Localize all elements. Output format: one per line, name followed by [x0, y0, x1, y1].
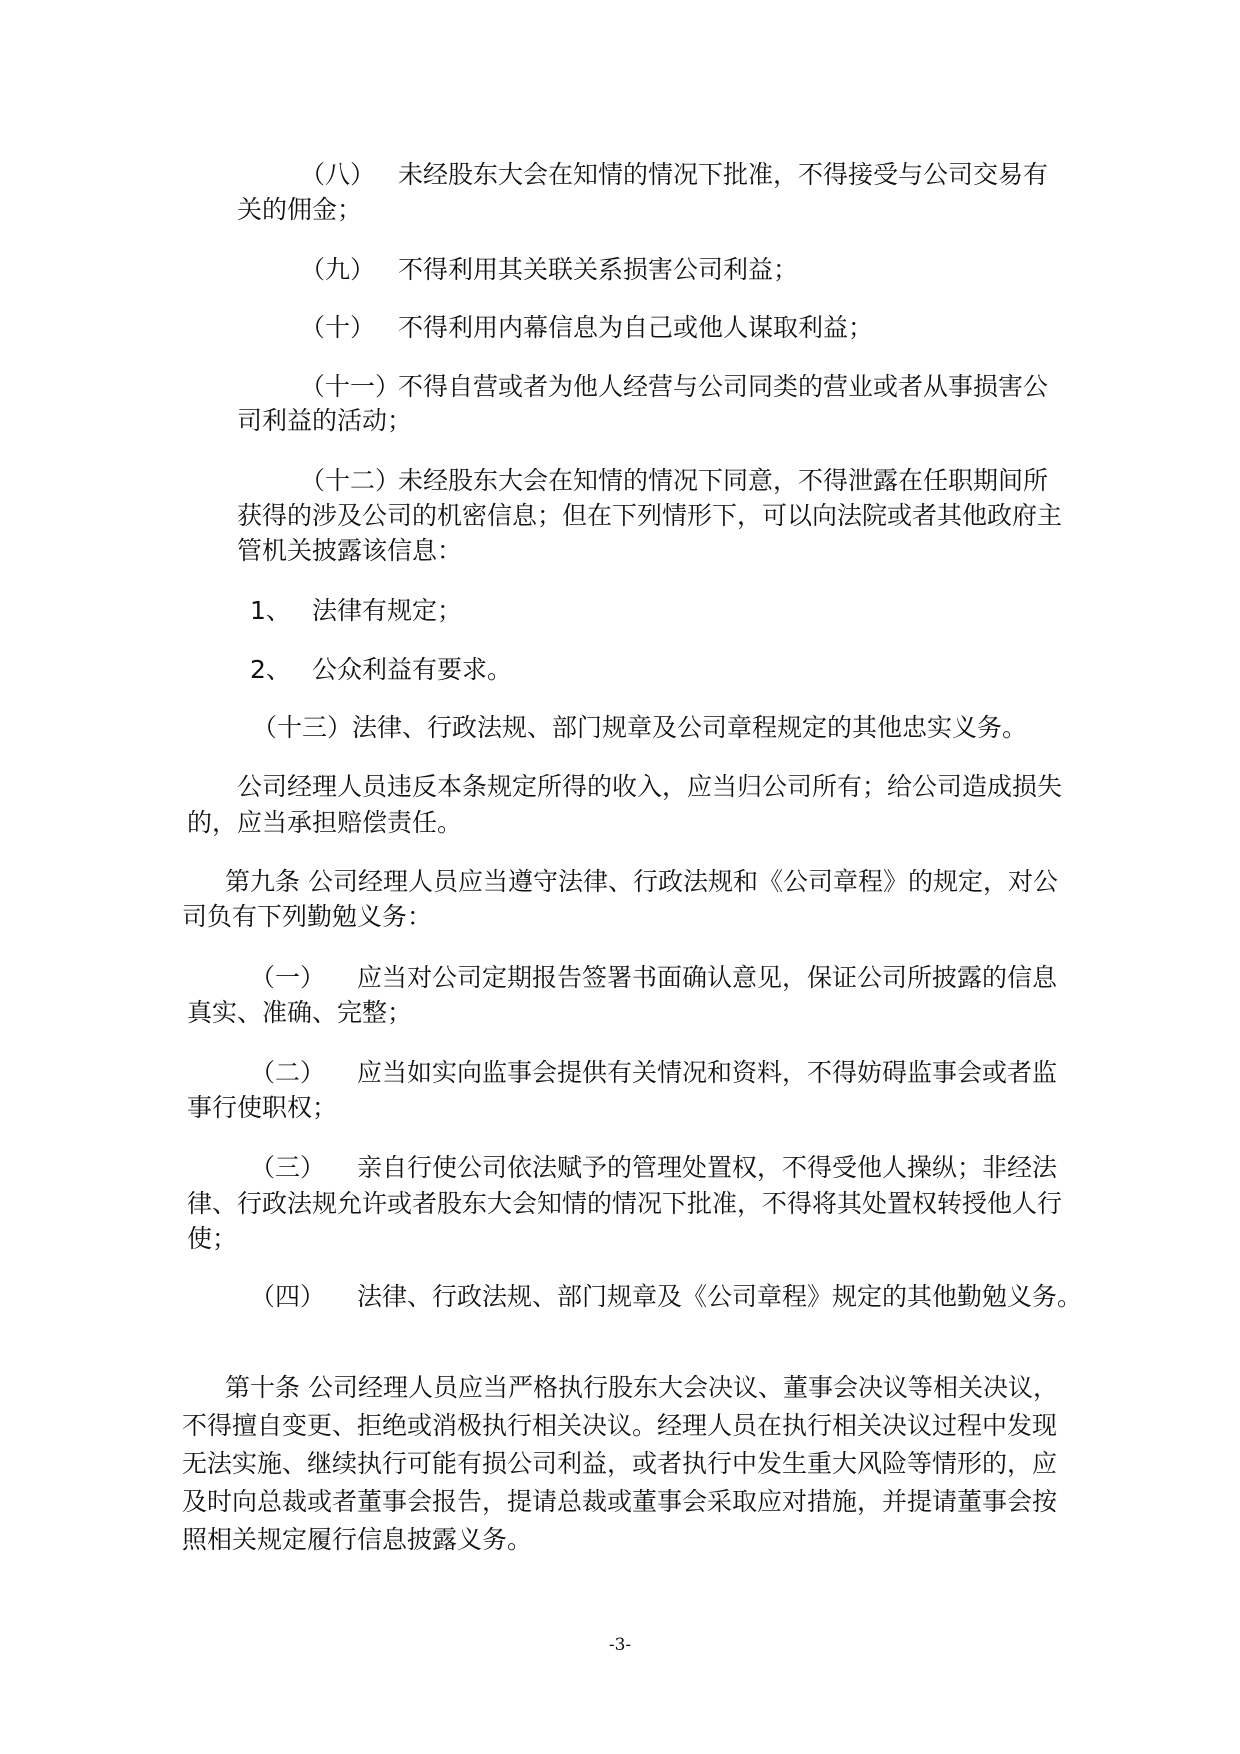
- item-8-text: 未经股东大会在知情的情况下批准，不得接受与公司交易有: [398, 160, 1049, 189]
- diligence-4-marker: （四）: [250, 1282, 326, 1311]
- liability-paragraph: 公司经理人员违反本条规定所得的收入，应当归公司所有；给公司造成损失: [237, 772, 1063, 801]
- item-10-text: 不得利用内幕信息为自己或他人谋取利益；: [398, 313, 874, 342]
- diligence-1-text: 应当对公司定期报告签署书面确认意见，保证公司所披露的信息: [357, 963, 1058, 992]
- subitem-2-text: 公众利益有要求。: [312, 655, 513, 684]
- item-11-marker: （十一）: [300, 372, 401, 401]
- item-12-text: 未经股东大会在知情的情况下同意，不得泄露在任职期间所: [398, 466, 1049, 495]
- diligence-1-text: 真实、准确、完整；: [187, 998, 413, 1027]
- item-8-marker: （八）: [300, 160, 376, 189]
- article-10: 第十条 公司经理人员应当严格执行股东大会决议、董事会决议等相关决议，: [225, 1373, 1058, 1402]
- subitem-1-text: 法律有规定；: [312, 596, 463, 625]
- diligence-4-text: 法律、行政法规、部门规章及《公司章程》规定的其他勤勉义务。: [357, 1282, 1083, 1311]
- page-number: -3-: [608, 1635, 632, 1655]
- diligence-3-text: 使；: [187, 1224, 238, 1253]
- item-12-text: 管机关披露该信息：: [237, 536, 463, 565]
- article-9: 司负有下列勤勉义务：: [182, 902, 433, 931]
- article-9: 第九条 公司经理人员应当遵守法律、行政法规和《公司章程》的规定，对公: [225, 867, 1058, 896]
- subitem-1-marker: 1、: [250, 596, 291, 625]
- item-12-text: 获得的涉及公司的机密信息；但在下列情形下，可以向法院或者其他政府主: [237, 501, 1063, 530]
- liability-paragraph: 的，应当承担赔偿责任。: [187, 808, 463, 837]
- diligence-2-marker: （二）: [250, 1058, 326, 1087]
- subitem-2-marker: 2、: [250, 655, 291, 684]
- diligence-2-text: 应当如实向监事会提供有关情况和资料，不得妨碍监事会或者监: [357, 1058, 1058, 1087]
- item-12-marker: （十二）: [300, 466, 401, 495]
- diligence-2-text: 事行使职权；: [187, 1093, 338, 1122]
- item-11-text: 司利益的活动；: [237, 406, 413, 435]
- diligence-3-marker: （三）: [250, 1153, 326, 1182]
- article-10: 无法实施、继续执行可能有损公司利益，或者执行中发生重大风险等情形的，应: [182, 1449, 1058, 1478]
- article-10: 及时向总裁或者董事会报告，提请总裁或董事会采取应对措施，并提请董事会按: [182, 1487, 1058, 1516]
- diligence-3-text: 律、行政法规允许或者股东大会知情的情况下批准，不得将其处置权转授他人行: [187, 1189, 1063, 1218]
- item-10-marker: （十）: [300, 313, 376, 342]
- item-9-marker: （九）: [300, 255, 376, 284]
- article-10: 不得擅自变更、拒绝或消极执行相关决议。经理人员在执行相关决议过程中发现: [182, 1411, 1058, 1440]
- diligence-1-marker: （一）: [250, 963, 326, 992]
- diligence-3-text: 亲自行使公司依法赋予的管理处置权，不得受他人操纵；非经法: [357, 1153, 1058, 1182]
- article-10: 照相关规定履行信息披露义务。: [182, 1525, 533, 1554]
- item-9-text: 不得利用其关联关系损害公司利益；: [398, 255, 799, 284]
- item-8-text: 关的佣金；: [237, 195, 363, 224]
- item-11-text: 不得自营或者为他人经营与公司同类的营业或者从事损害公: [398, 372, 1049, 401]
- item-13: （十三）法律、行政法规、部门规章及公司章程规定的其他忠实义务。: [252, 713, 1028, 742]
